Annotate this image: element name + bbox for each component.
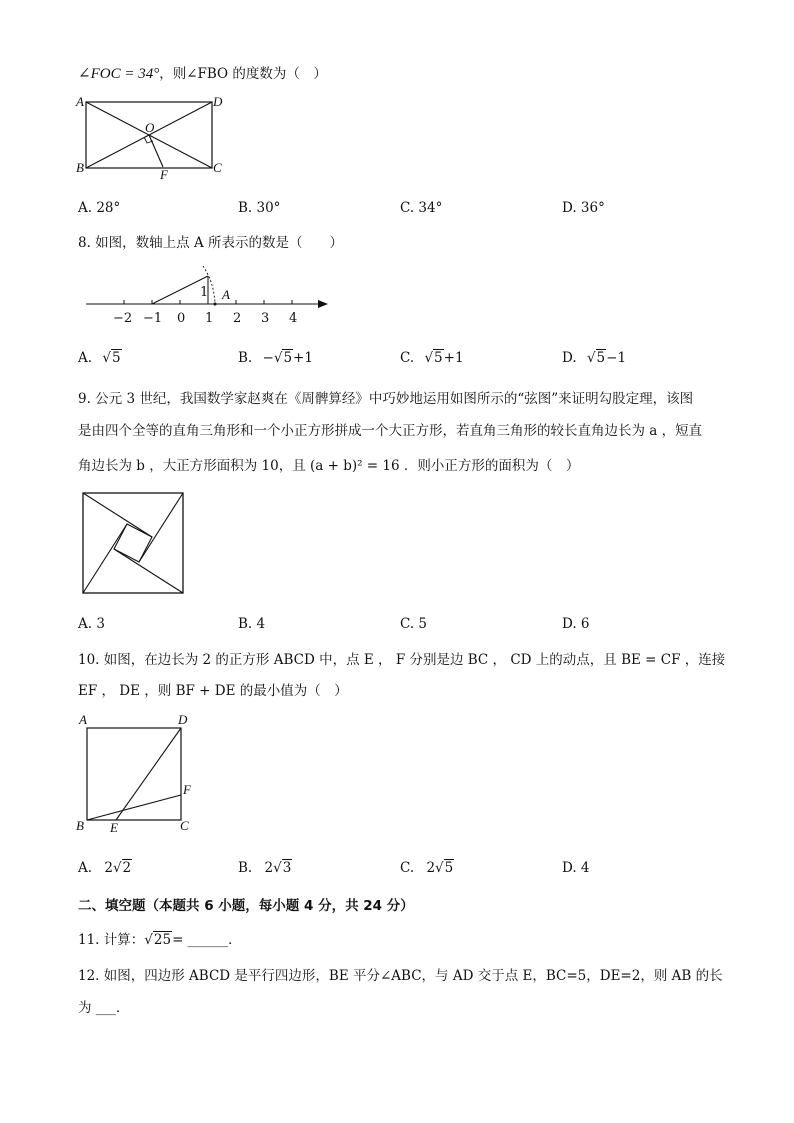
q10-option-c[interactable]: C. 2√5 xyxy=(400,860,454,876)
q7-option-a[interactable]: A. 28° xyxy=(78,200,121,216)
q10-line-1: 10. 如图，在边长为 2 的正方形 ABCD 中，点 E ， F 分别是边 BC ， CD 上的动点，且 BE = CF ，连接 xyxy=(78,652,726,668)
q7-stem xyxy=(78,62,327,83)
q7-label-C: C xyxy=(213,160,222,175)
q9-line-1: 9. 公元 3 世纪，我国数学家赵爽在《周髀算经》中巧妙地运用如图所示的“弦图”来证明勾股定理，该图 xyxy=(78,391,694,407)
q7-option-b[interactable]: B. 30° xyxy=(238,200,281,216)
q10-option-a[interactable]: A. 2√2 xyxy=(78,860,132,876)
q8-option-c[interactable]: C. √5+1 xyxy=(400,350,464,366)
sqrt-symbol: √5 xyxy=(424,350,443,366)
q9-xian-diagram xyxy=(82,492,186,596)
q7-label-D: D xyxy=(213,94,223,109)
q8-tick-label: 4 xyxy=(289,311,298,326)
q8-stem: 8. 如图，数轴上点 A 所表示的数是（ ） xyxy=(78,235,344,251)
section-title: 二、填空题（本题共 6 小题，每小题 4 分，共 24 分） xyxy=(78,898,414,914)
q10-figure xyxy=(86,727,186,823)
q10-option-b[interactable]: B. 2√3 xyxy=(238,860,292,876)
q10-label-B: B xyxy=(76,818,84,833)
q9-option-a[interactable]: A. 3 xyxy=(78,616,105,632)
sqrt-symbol: √3 xyxy=(273,860,292,876)
sqrt-symbol: √5 xyxy=(586,350,606,366)
q7-option-d[interactable]: D. 36° xyxy=(562,200,605,216)
q12-line-2: 为 ___． xyxy=(78,1000,130,1016)
sqrt-symbol: √2 xyxy=(112,860,132,876)
q7-stem-text: ，则∠FBO 的度数为（ ） xyxy=(159,66,327,82)
q10-label-F: F xyxy=(183,782,191,797)
q9-option-b[interactable]: B. 4 xyxy=(238,616,266,632)
q8-side-one: 1 xyxy=(200,285,209,300)
q12-line-1: 12. 如图，四边形 ABCD 是平行四边形，BE 平分∠ABC，与 AD 交于点 E，BC=5，DE=2，则 AB 的长 xyxy=(78,968,723,984)
q8-option-a[interactable]: A. √5 xyxy=(78,350,121,366)
q10-option-d[interactable]: D. 4 xyxy=(562,860,590,876)
q7-stem-expr: ∠FOC = 34° xyxy=(78,66,160,82)
q7-figure xyxy=(76,94,236,184)
q10-line-2: EF ， DE ，则 BF + DE 的最小值为（ ） xyxy=(78,683,348,699)
sqrt-symbol: √5 xyxy=(435,860,454,876)
q7-label-A: A xyxy=(76,94,84,109)
q8-option-d[interactable]: D. √5−1 xyxy=(562,350,627,366)
q7-label-F: F xyxy=(160,167,168,182)
q9-option-c[interactable]: C. 5 xyxy=(400,616,428,632)
q10-label-D: D xyxy=(178,712,188,727)
sqrt-symbol: √25 xyxy=(144,932,172,948)
q10-label-A: A xyxy=(79,712,87,727)
q10-label-E: E xyxy=(110,820,118,835)
q8-number-line xyxy=(86,262,336,312)
q7-label-O: O xyxy=(145,120,155,135)
q8-tick-label: 1 xyxy=(205,311,214,326)
q7-label-B: B xyxy=(76,160,84,175)
q9-option-d[interactable]: D. 6 xyxy=(562,616,590,632)
sqrt-symbol: √5 xyxy=(273,350,293,366)
sqrt-symbol: √5 xyxy=(102,350,121,366)
q9-line-2: 是由四个全等的直角三角形和一个小正方形拼成一个大正方形，若直角三角形的较长直角边长为 a ，短直 xyxy=(78,423,703,439)
q8-tick-label: 2 xyxy=(233,311,242,326)
q8-tick-label: −1 xyxy=(143,311,163,326)
q10-label-C: C xyxy=(180,818,189,833)
q8-tick-label: 0 xyxy=(177,311,186,326)
q8-point-A: A xyxy=(222,287,230,302)
q8-tick-label: −2 xyxy=(113,311,133,326)
q7-option-c[interactable]: C. 34° xyxy=(400,200,443,216)
q11: 11. 计算：√25= ______． xyxy=(78,932,242,948)
q8-tick-label: 3 xyxy=(261,311,270,326)
q8-option-b[interactable]: B. −√5+1 xyxy=(238,350,313,366)
q9-line-3: 角边长为 b ，大正方形面积为 10，且 (a + b)² = 16 ．则小正方形的面积为（ ） xyxy=(78,458,580,474)
